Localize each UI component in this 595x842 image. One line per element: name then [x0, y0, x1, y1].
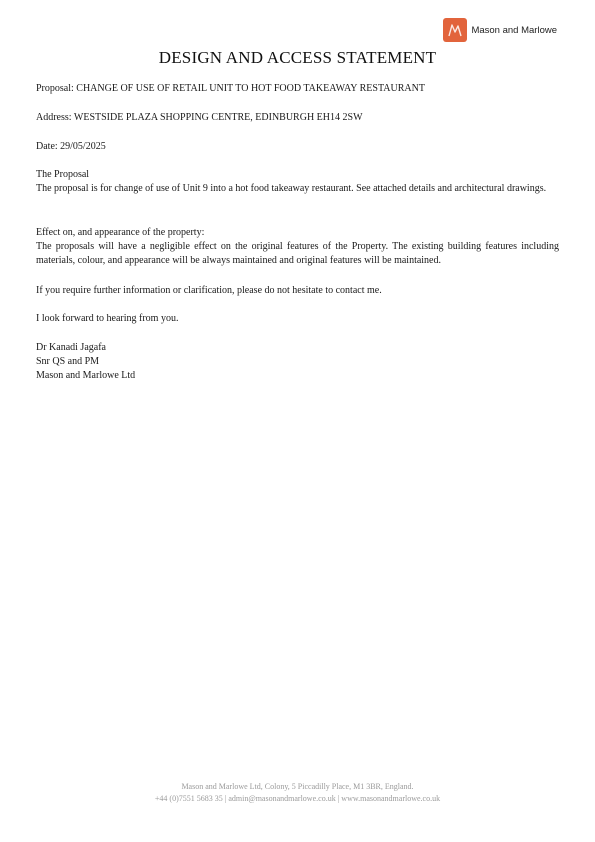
section-paragraph: The proposals will have a negligible effect on the original features of the Property. The existing building features including materials, colour, and appearance will be always maintained and original features will be maintained. — [36, 241, 559, 266]
date-value: 29/05/2025 — [60, 141, 106, 152]
logo-mark-icon — [443, 18, 467, 42]
proposal-label: Proposal: — [36, 83, 74, 94]
proposal-value: CHANGE OF USE OF RETAIL UNIT TO HOT FOOD TAKEAWAY RESTAURANT — [76, 83, 425, 94]
signature-block — [36, 341, 559, 383]
page-footer — [0, 781, 595, 805]
signature-company: Mason and Marlowe Ltd — [36, 370, 136, 381]
date-line — [36, 140, 559, 154]
section-heading: The Proposal — [36, 169, 90, 180]
proposal-section — [36, 168, 559, 196]
address-line — [36, 111, 559, 125]
company-logo — [443, 18, 557, 42]
closing-text: If you require further information or clarification, please do not hesitate to contact me. — [36, 285, 382, 296]
closing-paragraph — [36, 284, 559, 298]
section-paragraph: The proposal is for change of use of Unit 9 into a hot food takeaway restaurant. See attached details and architectural drawings. — [36, 183, 547, 194]
effect-section — [36, 226, 559, 268]
address-value: WESTSIDE PLAZA SHOPPING CENTRE, EDINBURGH EH14 2SW — [73, 112, 363, 123]
signature-name: Dr Kanadi Jagafa — [36, 342, 106, 353]
proposal-line — [36, 82, 559, 96]
footer-contact: +44 (0)7551 5683 35 | admin@masonandmarlowe.co.uk | www.masonandmarlowe.co.uk — [154, 794, 441, 803]
document-title: DESIGN AND ACCESS STATEMENT — [158, 48, 437, 67]
section-heading: Effect on, and appearance of the property: — [36, 227, 205, 238]
closing-text: I look forward to hearing from you. — [36, 313, 179, 324]
logo-text: Mason and Marlowe — [471, 24, 557, 36]
signature-role: Snr QS and PM — [36, 356, 100, 367]
address-label: Address: — [36, 112, 72, 123]
closing-paragraph — [36, 312, 559, 326]
date-label: Date: — [36, 141, 58, 152]
footer-address: Mason and Marlowe Ltd, Colony, 5 Piccadilly Place, M1 3BR, England. — [181, 782, 414, 791]
